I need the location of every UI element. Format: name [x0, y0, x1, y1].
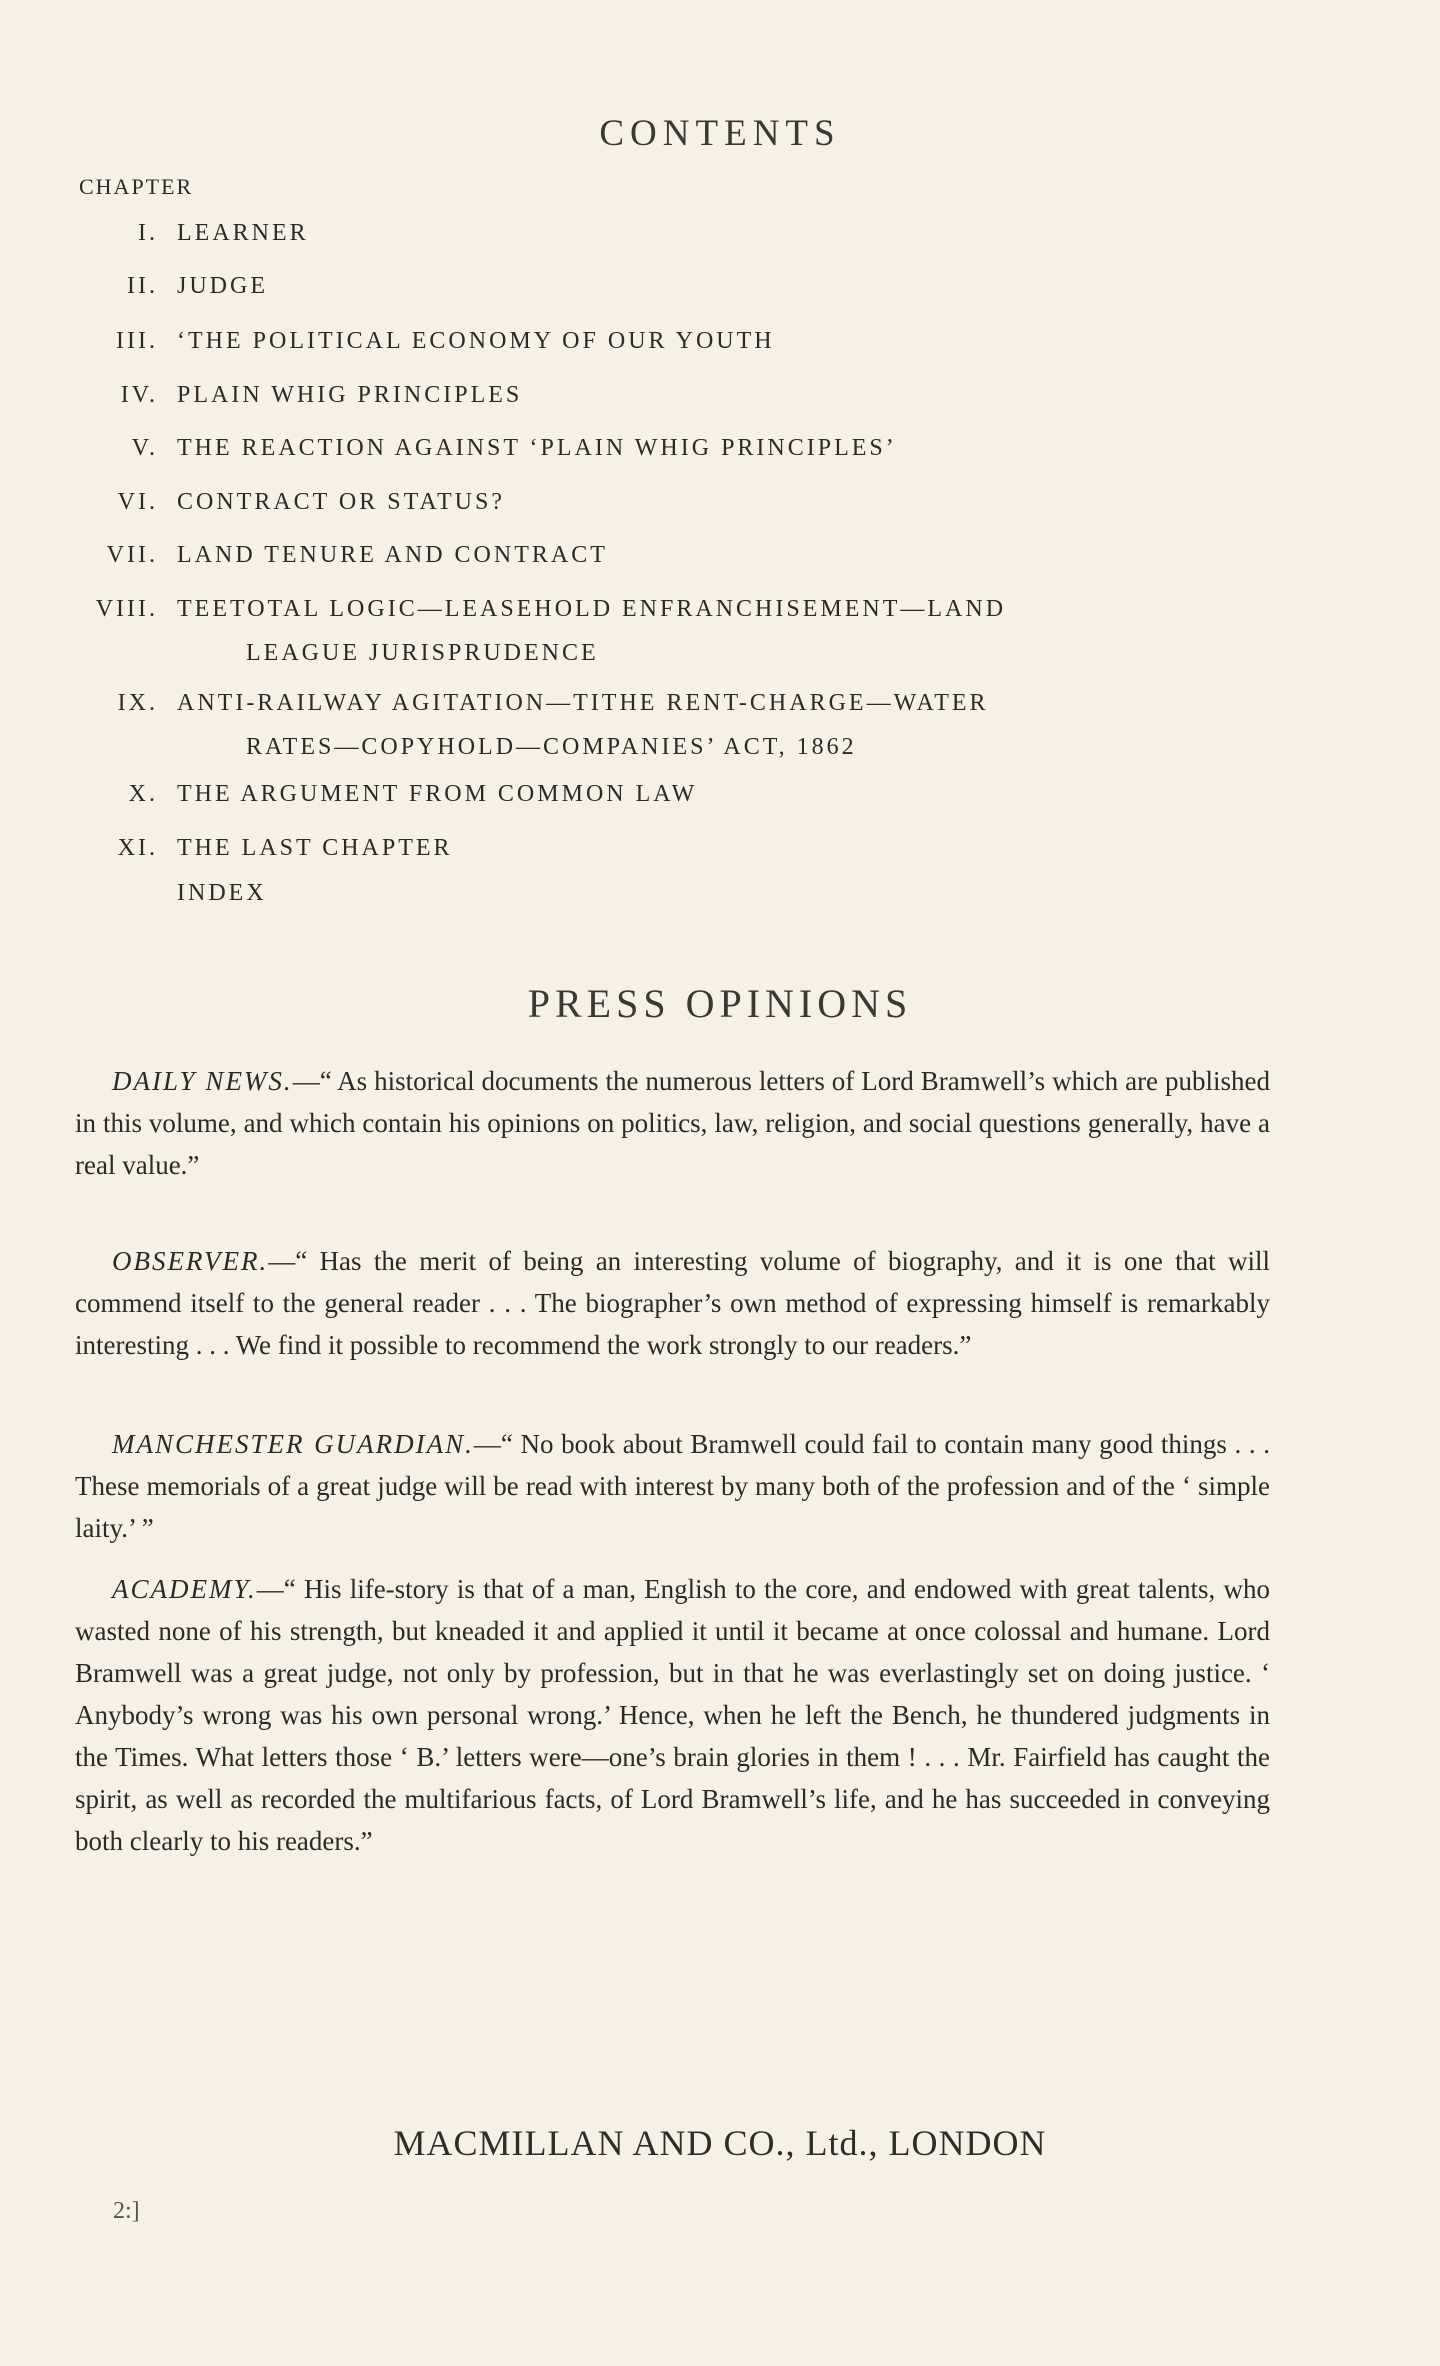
chapter-number: X.	[128, 781, 158, 807]
opinion-source: ACADEMY.	[112, 1574, 257, 1604]
chapter-number: III.	[116, 328, 158, 354]
chapter-title-continued: LEAGUE JURISPRUDENCE	[246, 640, 599, 666]
chapter-title: CONTRACT OR STATUS?	[177, 489, 505, 515]
chapter-title: ANTI-RAILWAY AGITATION—TITHE RENT-CHARGE—WATER	[177, 690, 989, 716]
chapter-title: THE REACTION AGAINST ‘PLAIN WHIG PRINCIPLES’	[177, 435, 897, 461]
chapter-title: LAND TENURE AND CONTRACT	[177, 542, 608, 568]
chapter-number: XI.	[117, 835, 158, 861]
opinion-text: —“ Has the merit of being an interesting volume of biography, and it is one that will commend itself to the general reader . . . The biographer’s own method of expressing himself is remarkably interesting . . . We find it possible to recommend the work strongly to our readers.”	[75, 1246, 1270, 1360]
chapter-title: JUDGE	[177, 273, 268, 299]
chapter-title: LEARNER	[177, 220, 309, 246]
opinion-source: DAILY NEWS.	[112, 1066, 293, 1096]
opinion-manchester-guardian	[75, 1423, 1270, 1549]
opinion-source: OBSERVER.	[112, 1246, 269, 1276]
chapter-number: VIII.	[95, 596, 158, 622]
chapter-number: II.	[127, 273, 158, 299]
chapter-column-label: CHAPTER	[79, 174, 194, 199]
opinion-academy	[75, 1568, 1270, 1862]
press-opinions-heading: PRESS OPINIONS	[527, 981, 913, 1026]
opinion-source: MANCHESTER GUARDIAN.	[112, 1429, 474, 1459]
opinion-daily-news	[75, 1060, 1270, 1186]
chapter-title: THE LAST CHAPTER	[177, 835, 453, 861]
publisher-imprint: MACMILLAN AND CO., Ltd., LONDON	[393, 2123, 1047, 2163]
chapter-number: VII.	[106, 542, 158, 568]
opinion-text: —“ His life-story is that of a man, English to the core, and endowed with great talents, who wasted none of his strength, but kneaded it and applied it until it became at once colossal and humane. Lord Bramwell was a great judge, not only by profession, but in that he was everlastingly set on doing justice. ‘ Anybody’s wrong was his own personal wrong.’ Hence, when he left the Bench, he thundered judgments in the Times. What letters those ‘ B.’ letters were—one’s brain glories in them ! . . . Mr. Fairfield has caught the spirit, as well as recorded the multifarious facts, of Lord Bramwell’s life, and he has succeeded in conveying both clearly to his readers.”	[75, 1574, 1270, 1856]
chapter-title: TEETOTAL LOGIC—LEASEHOLD ENFRANCHISEMENT—LAND	[177, 596, 1007, 622]
chapter-number: IX.	[117, 690, 158, 716]
printer-signature: 2:]	[113, 2198, 140, 2224]
contents-heading: CONTENTS	[599, 113, 841, 154]
chapter-number: I.	[138, 220, 158, 246]
opinion-text: —“ No book about Bramwell could fail to contain many good things . . . These memorials of a great judge will be read with interest by many both of the profession and of the ‘ simple laity.’ ”	[75, 1429, 1271, 1543]
chapter-number: IV.	[120, 382, 158, 408]
opinion-text: —“ As historical documents the numerous letters of Lord Bramwell’s which are published in this volume, and which contain his opinions on politics, law, religion, and social questions generally, have a real value.”	[75, 1066, 1270, 1180]
chapter-number: VI.	[117, 489, 158, 515]
opinion-observer	[75, 1240, 1270, 1366]
chapter-title: THE ARGUMENT FROM COMMON LAW	[177, 781, 698, 807]
chapter-number: V.	[131, 435, 158, 461]
chapter-title-continued: RATES—COPYHOLD—COMPANIES’ ACT, 1862	[246, 734, 857, 760]
chapter-title: ‘THE POLITICAL ECONOMY OF OUR YOUTH	[177, 328, 775, 354]
chapter-title: PLAIN WHIG PRINCIPLES	[177, 382, 523, 408]
index-entry: INDEX	[177, 880, 267, 906]
